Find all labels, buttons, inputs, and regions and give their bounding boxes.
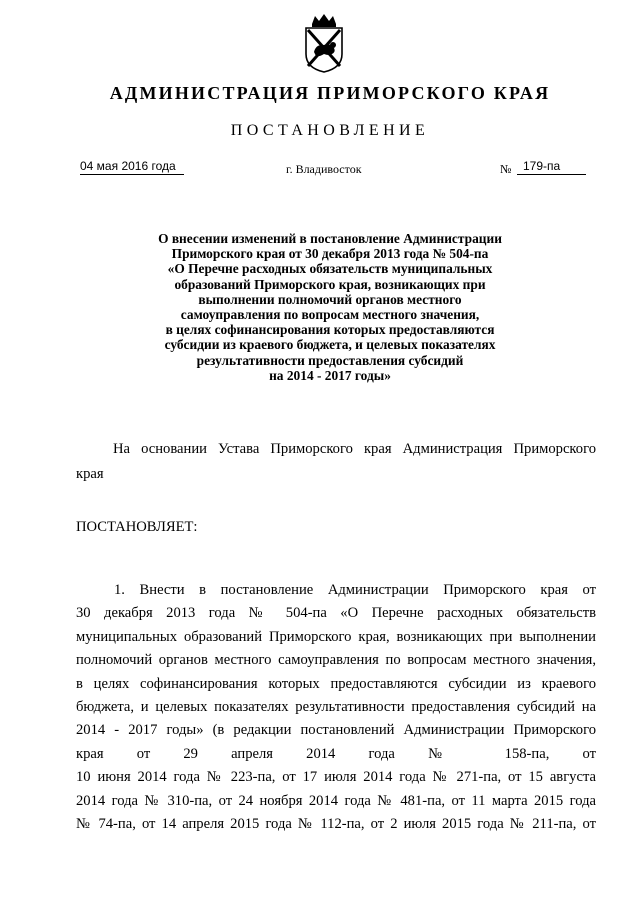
basis-line: На основании Устава Приморского края Администрация Приморского: [113, 441, 596, 457]
heading-line: образований Приморского края, возникающих при: [174, 276, 486, 292]
number-sign: №: [500, 162, 512, 176]
organization-title: АДМИНИСТРАЦИЯ ПРИМОРСКОГО КРАЯ: [109, 83, 551, 103]
heading-line: выполнении полномочий органов местного: [198, 291, 462, 307]
resolves-heading: ПОСТАНОВЛЯЕТ:: [76, 519, 198, 535]
heading-line: на 2014 - 2017 годы»: [269, 367, 391, 383]
body-line: 30 декабря 2013 года № 504-па «О Перечне расходных обязательств: [76, 605, 596, 622]
heading-line: Приморского края от 30 декабря 2013 года № 504-па: [171, 246, 489, 262]
document-city: г. Владивосток: [286, 162, 362, 176]
body-line: края от 29 апреля 2014 года № 158-па, от: [76, 745, 596, 762]
body-line: 10 июня 2014 года № 223-па, от 17 июля 2014 года № 271-па, от 15 августа: [76, 769, 596, 786]
body-line: 2014 года № 310-па, от 24 ноября 2014 года № 481-па, от 11 марта 2015 года: [76, 792, 596, 809]
heading-line: «О Перечне расходных обязательств муниципальных: [167, 261, 493, 277]
document-heading: [120, 231, 540, 383]
item-1-paragraph: [76, 579, 596, 836]
document-type: ПОСТАНОВЛЕНИЕ: [230, 122, 430, 139]
document-date: 04 мая 2016 года: [80, 159, 184, 175]
body-line: муниципальных образований Приморского края, возникающих при выполнении: [76, 628, 596, 645]
heading-line: субсидии из краевого бюджета, и целевых показателях: [164, 337, 496, 353]
body-line: 2014 - 2017 годы» (в редакции постановлений Администрации Приморского: [76, 722, 596, 739]
basis-paragraph: [76, 437, 596, 486]
body-line: 1. Внести в постановление Администрации Приморского края от: [114, 582, 596, 598]
heading-line: результативности предоставления субсидий: [196, 352, 464, 368]
heading-line: О внесении изменений в постановление Администрации: [158, 231, 502, 246]
body-line: № 74-па, от 14 апреля 2015 года № 112-па, от 2 июля 2015 года № 211-па, от: [76, 816, 596, 833]
coat-of-arms-icon: [302, 12, 346, 74]
body-line: в целях софинансирования которых предоставляются субсидии из краевого: [76, 675, 596, 692]
document-number: 179-па: [517, 159, 586, 175]
heading-line: самоуправления по вопросам местного значения,: [180, 307, 480, 323]
body-line: полномочий органов местного самоуправления по вопросам местного значения,: [76, 652, 596, 669]
body-line: бюджета, и целевых показателях результативности предоставления субсидий на: [76, 699, 596, 716]
basis-line: края: [76, 465, 104, 482]
heading-line: в целях софинансирования которых предоставляются: [165, 322, 495, 338]
